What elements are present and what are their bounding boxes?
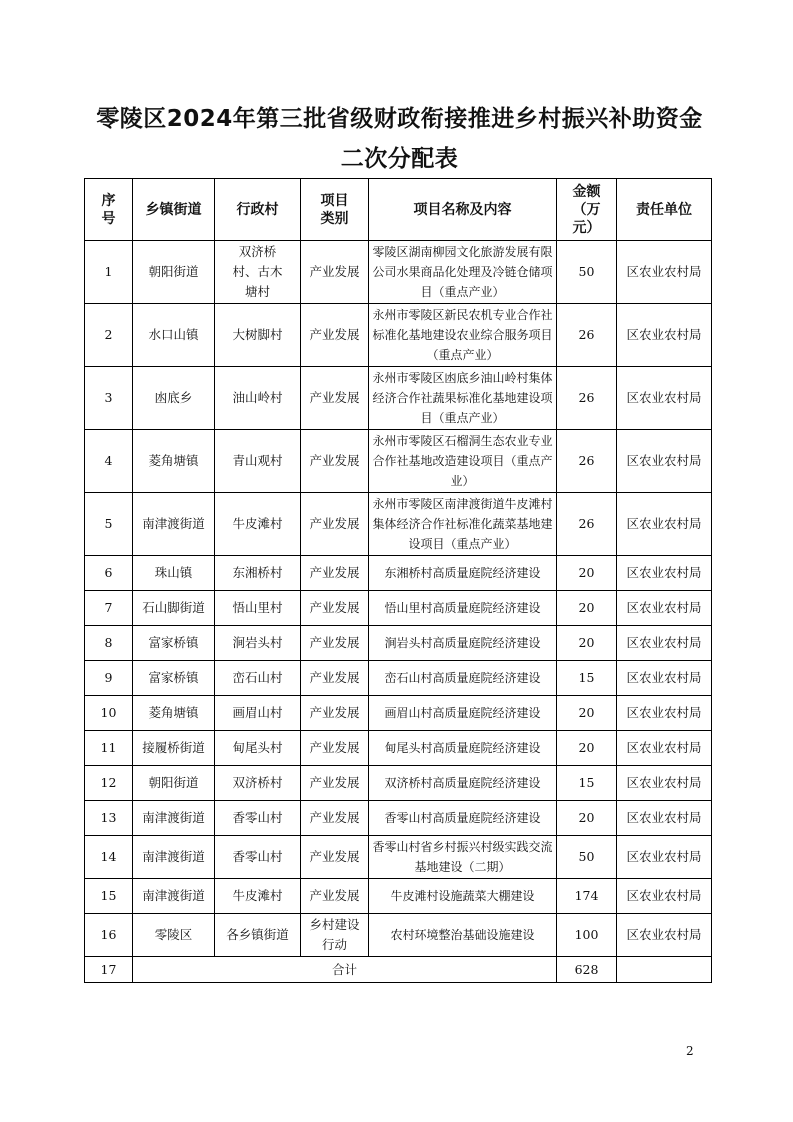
table-row xyxy=(85,696,712,731)
row-project-name: 永州市零陵区新民农机专业合作社标准化基地建设农业综合服务项目（重点产业） xyxy=(369,304,557,367)
row-no: 16 xyxy=(85,914,133,957)
row-town: 水口山镇 xyxy=(133,304,215,367)
header-responsible-unit: 责任单位 xyxy=(617,179,712,241)
table-row xyxy=(85,241,712,304)
row-project-name: 永州市零陵区石榴洞生态农业专业合作社基地改造建设项目（重点产业） xyxy=(369,430,557,493)
row-unit: 区农业农村局 xyxy=(617,879,712,914)
row-unit: 区农业农村局 xyxy=(617,556,712,591)
table-row xyxy=(85,304,712,367)
row-village: 双济桥村、古木塘村 xyxy=(215,241,301,304)
table-row xyxy=(85,626,712,661)
row-project-name: 香零山村省乡村振兴村级实践交流基地建设（二期） xyxy=(369,836,557,879)
row-town: 朝阳街道 xyxy=(133,241,215,304)
row-town: 南津渡街道 xyxy=(133,801,215,836)
row-no: 5 xyxy=(85,493,133,556)
row-unit: 区农业农村局 xyxy=(617,493,712,556)
row-category: 产业发展 xyxy=(301,367,369,430)
row-village: 牛皮滩村 xyxy=(215,879,301,914)
table-row xyxy=(85,836,712,879)
row-unit: 区农业农村局 xyxy=(617,430,712,493)
row-project-name: 涧岩头村高质量庭院经济建设 xyxy=(369,626,557,661)
row-project-name: 牛皮滩村设施蔬菜大棚建设 xyxy=(369,879,557,914)
row-amount: 50 xyxy=(557,836,617,879)
row-project-name: 峦石山村高质量庭院经济建设 xyxy=(369,661,557,696)
row-amount: 100 xyxy=(557,914,617,957)
table-row xyxy=(85,430,712,493)
row-amount: 26 xyxy=(557,430,617,493)
row-category: 产业发展 xyxy=(301,731,369,766)
header-town: 乡镇街道 xyxy=(133,179,215,241)
row-village: 双济桥村 xyxy=(215,766,301,801)
header-category: 项目类别 xyxy=(301,179,369,241)
table-row xyxy=(85,914,712,957)
allocation-table xyxy=(84,178,712,983)
row-village: 涧岩头村 xyxy=(215,626,301,661)
total-unit xyxy=(617,957,712,983)
row-no: 8 xyxy=(85,626,133,661)
row-category: 产业发展 xyxy=(301,556,369,591)
row-amount: 15 xyxy=(557,766,617,801)
row-amount: 50 xyxy=(557,241,617,304)
row-town: 南津渡街道 xyxy=(133,879,215,914)
row-town: 富家桥镇 xyxy=(133,626,215,661)
row-project-name: 画眉山村高质量庭院经济建设 xyxy=(369,696,557,731)
row-town: 石山脚街道 xyxy=(133,591,215,626)
row-town: 富家桥镇 xyxy=(133,661,215,696)
row-village: 牛皮滩村 xyxy=(215,493,301,556)
row-amount: 26 xyxy=(557,367,617,430)
row-category: 乡村建设行动 xyxy=(301,914,369,957)
row-village: 甸尾头村 xyxy=(215,731,301,766)
row-category: 产业发展 xyxy=(301,591,369,626)
row-category: 产业发展 xyxy=(301,766,369,801)
row-village: 画眉山村 xyxy=(215,696,301,731)
document-title-line2: 二次分配表 xyxy=(340,146,459,172)
row-no: 4 xyxy=(85,430,133,493)
row-project-name: 永州市零陵区凼底乡油山岭村集体经济合作社蔬果标准化基地建设项目（重点产业） xyxy=(369,367,557,430)
row-amount: 174 xyxy=(557,879,617,914)
row-town: 凼底乡 xyxy=(133,367,215,430)
row-category: 产业发展 xyxy=(301,493,369,556)
row-village: 峦石山村 xyxy=(215,661,301,696)
row-project-name: 东湘桥村高质量庭院经济建设 xyxy=(369,556,557,591)
row-village: 大树脚村 xyxy=(215,304,301,367)
table-header-row xyxy=(85,179,712,241)
row-no: 11 xyxy=(85,731,133,766)
row-unit: 区农业农村局 xyxy=(617,766,712,801)
row-village: 香零山村 xyxy=(215,801,301,836)
row-amount: 20 xyxy=(557,801,617,836)
table-row xyxy=(85,766,712,801)
row-amount: 20 xyxy=(557,591,617,626)
row-town: 菱角塘镇 xyxy=(133,696,215,731)
row-category: 产业发展 xyxy=(301,241,369,304)
total-no: 17 xyxy=(85,957,133,983)
row-unit: 区农业农村局 xyxy=(617,836,712,879)
row-amount: 20 xyxy=(557,696,617,731)
row-unit: 区农业农村局 xyxy=(617,696,712,731)
row-amount: 20 xyxy=(557,731,617,766)
row-project-name: 农村环境整治基础设施建设 xyxy=(369,914,557,957)
row-no: 12 xyxy=(85,766,133,801)
row-unit: 区农业农村局 xyxy=(617,241,712,304)
row-town: 菱角塘镇 xyxy=(133,430,215,493)
table-row xyxy=(85,556,712,591)
row-town: 朝阳街道 xyxy=(133,766,215,801)
row-unit: 区农业农村局 xyxy=(617,304,712,367)
row-town: 南津渡街道 xyxy=(133,836,215,879)
table-row xyxy=(85,731,712,766)
total-amount: 628 xyxy=(557,957,617,983)
row-category: 产业发展 xyxy=(301,836,369,879)
total-label: 合计 xyxy=(133,957,557,983)
row-town: 珠山镇 xyxy=(133,556,215,591)
row-unit: 区农业农村局 xyxy=(617,661,712,696)
row-village: 香零山村 xyxy=(215,836,301,879)
row-category: 产业发展 xyxy=(301,661,369,696)
table-total-row xyxy=(85,957,712,983)
row-amount: 26 xyxy=(557,493,617,556)
row-village: 各乡镇街道 xyxy=(215,914,301,957)
row-village: 东湘桥村 xyxy=(215,556,301,591)
row-unit: 区农业农村局 xyxy=(617,731,712,766)
row-no: 13 xyxy=(85,801,133,836)
row-village: 悟山里村 xyxy=(215,591,301,626)
row-unit: 区农业农村局 xyxy=(617,801,712,836)
row-village: 油山岭村 xyxy=(215,367,301,430)
table-row xyxy=(85,493,712,556)
row-no: 6 xyxy=(85,556,133,591)
row-no: 7 xyxy=(85,591,133,626)
header-no: 序号 xyxy=(85,179,133,241)
row-no: 15 xyxy=(85,879,133,914)
page-number: 2 xyxy=(686,1044,694,1058)
row-no: 1 xyxy=(85,241,133,304)
row-amount: 15 xyxy=(557,661,617,696)
table-row xyxy=(85,367,712,430)
row-no: 2 xyxy=(85,304,133,367)
row-no: 14 xyxy=(85,836,133,879)
row-unit: 区农业农村局 xyxy=(617,626,712,661)
row-unit: 区农业农村局 xyxy=(617,591,712,626)
header-project-name: 项目名称及内容 xyxy=(369,179,557,241)
table-row xyxy=(85,591,712,626)
row-project-name: 永州市零陵区南津渡街道牛皮滩村集体经济合作社标准化蔬菜基地建设项目（重点产业） xyxy=(369,493,557,556)
row-unit: 区农业农村局 xyxy=(617,914,712,957)
row-amount: 20 xyxy=(557,556,617,591)
row-town: 零陵区 xyxy=(133,914,215,957)
row-town: 接履桥街道 xyxy=(133,731,215,766)
table-row xyxy=(85,879,712,914)
row-project-name: 悟山里村高质量庭院经济建设 xyxy=(369,591,557,626)
row-no: 10 xyxy=(85,696,133,731)
header-amount: 金额（万元） xyxy=(557,179,617,241)
row-amount: 20 xyxy=(557,626,617,661)
row-town: 南津渡街道 xyxy=(133,493,215,556)
row-project-name: 甸尾头村高质量庭院经济建设 xyxy=(369,731,557,766)
row-no: 3 xyxy=(85,367,133,430)
row-unit: 区农业农村局 xyxy=(617,367,712,430)
header-village: 行政村 xyxy=(215,179,301,241)
row-project-name: 香零山村高质量庭院经济建设 xyxy=(369,801,557,836)
row-category: 产业发展 xyxy=(301,430,369,493)
row-category: 产业发展 xyxy=(301,304,369,367)
row-category: 产业发展 xyxy=(301,626,369,661)
row-category: 产业发展 xyxy=(301,801,369,836)
row-category: 产业发展 xyxy=(301,696,369,731)
row-village: 青山观村 xyxy=(215,430,301,493)
row-project-name: 零陵区湖南柳园文化旅游发展有限公司水果商品化处理及冷链仓储项目（重点产业） xyxy=(369,241,557,304)
row-project-name: 双济桥村高质量庭院经济建设 xyxy=(369,766,557,801)
table-row xyxy=(85,801,712,836)
row-no: 9 xyxy=(85,661,133,696)
table-row xyxy=(85,661,712,696)
row-category: 产业发展 xyxy=(301,879,369,914)
row-amount: 26 xyxy=(557,304,617,367)
document-title-line1: 零陵区2024年第三批省级财政衔接推进乡村振兴补助资金 xyxy=(96,106,703,132)
